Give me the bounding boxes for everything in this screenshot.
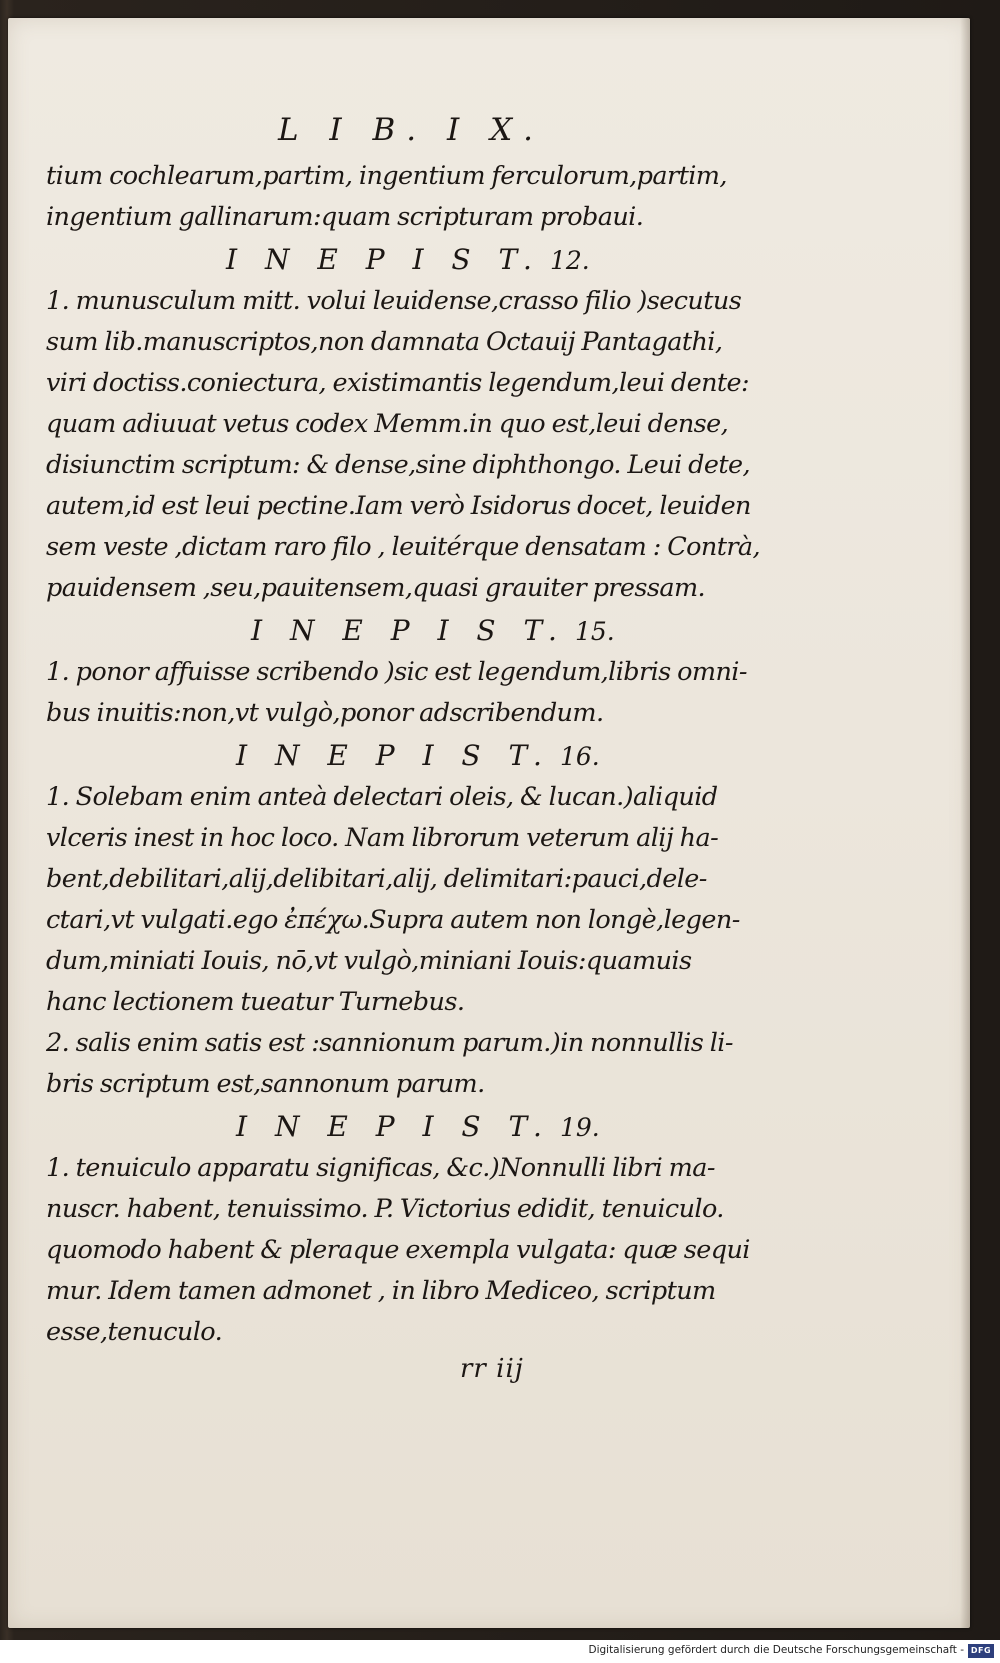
text-line: 2. salis enim satis est :sannionum parum.)in nonnullis li- [46, 1028, 733, 1058]
text-line: autem,id est leui pectine.Iam verò Isidorus docet, leuiden [46, 491, 751, 521]
text-line: quam adiuuat vetus codex Memm.in quo est,leui dense, [46, 409, 729, 439]
text-line: esse,tenuculo. [46, 1317, 223, 1347]
section-number: 16. [559, 742, 600, 771]
section-heading-label: I N E P I S T. [251, 614, 567, 647]
section-heading-label: I N E P I S T. [236, 739, 552, 772]
text-line: sem veste ,dictam raro filo , leuitérque densatam : Contrà, [46, 532, 761, 562]
text-line: dum,miniati Iouis, nō,vt vulgò,miniani Iouis:quamuis [46, 946, 692, 976]
text-line: 1. ponor affuisse scribendo )sic est legendum,libris omni- [46, 657, 747, 687]
text-line: sum lib.manuscriptos,non damnata Octauij Pantagathi, [46, 327, 723, 357]
section-heading-label: I N E P I S T. [236, 1110, 552, 1143]
text-line: tium cochlearum,partim, ingentium ferculorum,partim, [46, 161, 727, 191]
text-line: bent,debilitari,alij,delibitari,alij, delimitari:pauci,dele- [46, 864, 707, 894]
running-head: L I B. I X. [277, 112, 545, 148]
section-heading-epist-19 [46, 1105, 776, 1148]
text-line: ctari,vt vulgati.ego ἐπέχω.Supra autem non longè,legen- [46, 905, 740, 935]
text-line: disiunctim scriptum: & dense,sine diphthongo. Leui dete, [46, 450, 750, 480]
text-line: vlceris inest in hoc loco. Nam librorum veterum alij ha- [46, 823, 719, 853]
section-number: 19. [559, 1113, 600, 1142]
dfg-logo-icon: DFG [968, 1644, 994, 1658]
digitization-footer [0, 1640, 1000, 1663]
text-line: hanc lectionem tueatur Turnebus. [46, 987, 465, 1017]
text-line: 1. tenuiculo apparatu significas, &c.)Nonnulli libri ma- [46, 1153, 715, 1183]
text-line: mur. Idem tamen admonet , in libro Mediceo, scriptum [46, 1276, 716, 1306]
book-page [8, 18, 970, 1628]
text-line: quomodo habent & pleraque exempla vulgata: quæ sequi [46, 1235, 750, 1265]
text-line: bus inuitis:non,vt vulgò,ponor adscribendum. [46, 698, 604, 728]
section-number: 12. [549, 246, 590, 275]
text-line: viri doctiss.coniectura, existimantis legendum,leui dente: [46, 368, 750, 398]
section-heading-epist-15 [46, 609, 776, 652]
text-line: nuscr. habent, tenuissimo. P. Victorius edidit, tenuiculo. [46, 1194, 724, 1224]
section-number: 15. [574, 617, 615, 646]
text-line: bris scriptum est,sannonum parum. [46, 1069, 485, 1099]
section-heading-label: I N E P I S T. [226, 243, 542, 276]
signature-mark: rr iij [460, 1354, 524, 1384]
section-heading-epist-12 [46, 238, 776, 281]
page-text [46, 104, 776, 1353]
text-line: pauidensem ,seu,pauitensem,quasi grauiter pressam. [46, 573, 706, 603]
footer-credit: Digitalisierung gefördert durch die Deutsche Forschungsgemeinschaft - [588, 1644, 964, 1656]
text-line: 1. Solebam enim anteà delectari oleis, & lucan.)aliquid [46, 782, 718, 812]
text-line: ingentium gallinarum:quam scripturam probaui. [46, 202, 644, 232]
section-heading-epist-16 [46, 734, 776, 777]
text-line: 1. munusculum mitt. volui leuidense,crasso filio )secutus [46, 286, 742, 316]
